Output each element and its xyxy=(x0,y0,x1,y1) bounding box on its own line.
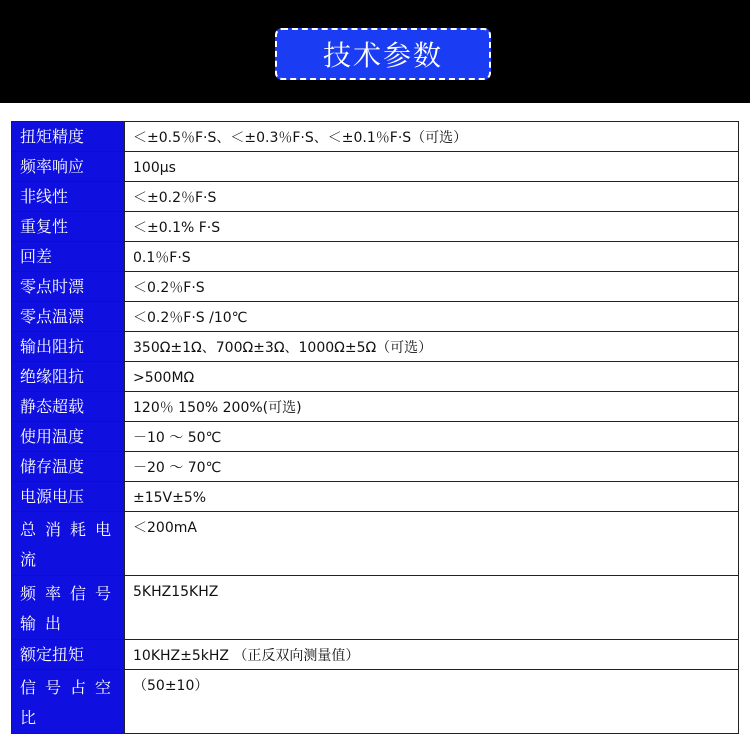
spec-value: ＜0.2％F·S /10℃ xyxy=(125,302,739,332)
table-row xyxy=(12,452,739,482)
table-row xyxy=(12,362,739,392)
spec-value: 350Ω±1Ω、700Ω±3Ω、1000Ω±5Ω（可选） xyxy=(125,332,739,362)
spec-value: （50±10） xyxy=(125,670,739,734)
spec-label: 零点温漂 xyxy=(12,302,125,332)
table-row xyxy=(12,392,739,422)
spec-table xyxy=(11,121,739,734)
spec-value: ＜±0.5％F·S、＜±0.3％F·S、＜±0.1％F·S（可选） xyxy=(125,122,739,152)
table-row xyxy=(12,482,739,512)
spec-value: 120％ 150% 200%(可选) xyxy=(125,392,739,422)
spec-label: 静态超载 xyxy=(12,392,125,422)
spec-label: 扭矩精度 xyxy=(12,122,125,152)
spec-value: －20 ～ 70℃ xyxy=(125,452,739,482)
spec-label: 电源电压 xyxy=(12,482,125,512)
table-row xyxy=(12,212,739,242)
spec-label: 零点时漂 xyxy=(12,272,125,302)
table-row xyxy=(12,272,739,302)
table-row xyxy=(12,422,739,452)
spec-value: 5KHZ15KHZ xyxy=(125,576,739,640)
table-row xyxy=(12,302,739,332)
table-row xyxy=(12,576,739,640)
spec-label: 使用温度 xyxy=(12,422,125,452)
spec-value: >500MΩ xyxy=(125,362,739,392)
spec-value: ＜±0.2％F·S xyxy=(125,182,739,212)
table-row xyxy=(12,640,739,670)
spec-value: ＜200mA xyxy=(125,512,739,576)
spec-value: 10KHZ±5kHZ （正反双向测量值） xyxy=(125,640,739,670)
spec-label: 储存温度 xyxy=(12,452,125,482)
spec-label: 绝缘阻抗 xyxy=(12,362,125,392)
spec-value: －10 ～ 50℃ xyxy=(125,422,739,452)
table-row xyxy=(12,242,739,272)
spec-value: ±15V±5% xyxy=(125,482,739,512)
table-row xyxy=(12,122,739,152)
spec-value: 0.1％F·S xyxy=(125,242,739,272)
table-row xyxy=(12,512,739,576)
spec-label: 额定扭矩 xyxy=(12,640,125,670)
page-title: 技术参数 xyxy=(275,28,491,80)
spec-label: 总消耗电流 xyxy=(12,512,125,576)
spec-label: 频率响应 xyxy=(12,152,125,182)
spec-value: ＜0.2％F·S xyxy=(125,272,739,302)
spec-label: 回差 xyxy=(12,242,125,272)
table-row xyxy=(12,152,739,182)
table-row xyxy=(12,670,739,734)
spec-value: ＜±0.1% F·S xyxy=(125,212,739,242)
spec-label: 输出阻抗 xyxy=(12,332,125,362)
spec-value: 100μs xyxy=(125,152,739,182)
spec-label: 非线性 xyxy=(12,182,125,212)
spec-label: 频率信号输出 xyxy=(12,576,125,640)
table-row xyxy=(12,332,739,362)
spec-label: 信号占空比 xyxy=(12,670,125,734)
spec-label: 重复性 xyxy=(12,212,125,242)
table-row xyxy=(12,182,739,212)
